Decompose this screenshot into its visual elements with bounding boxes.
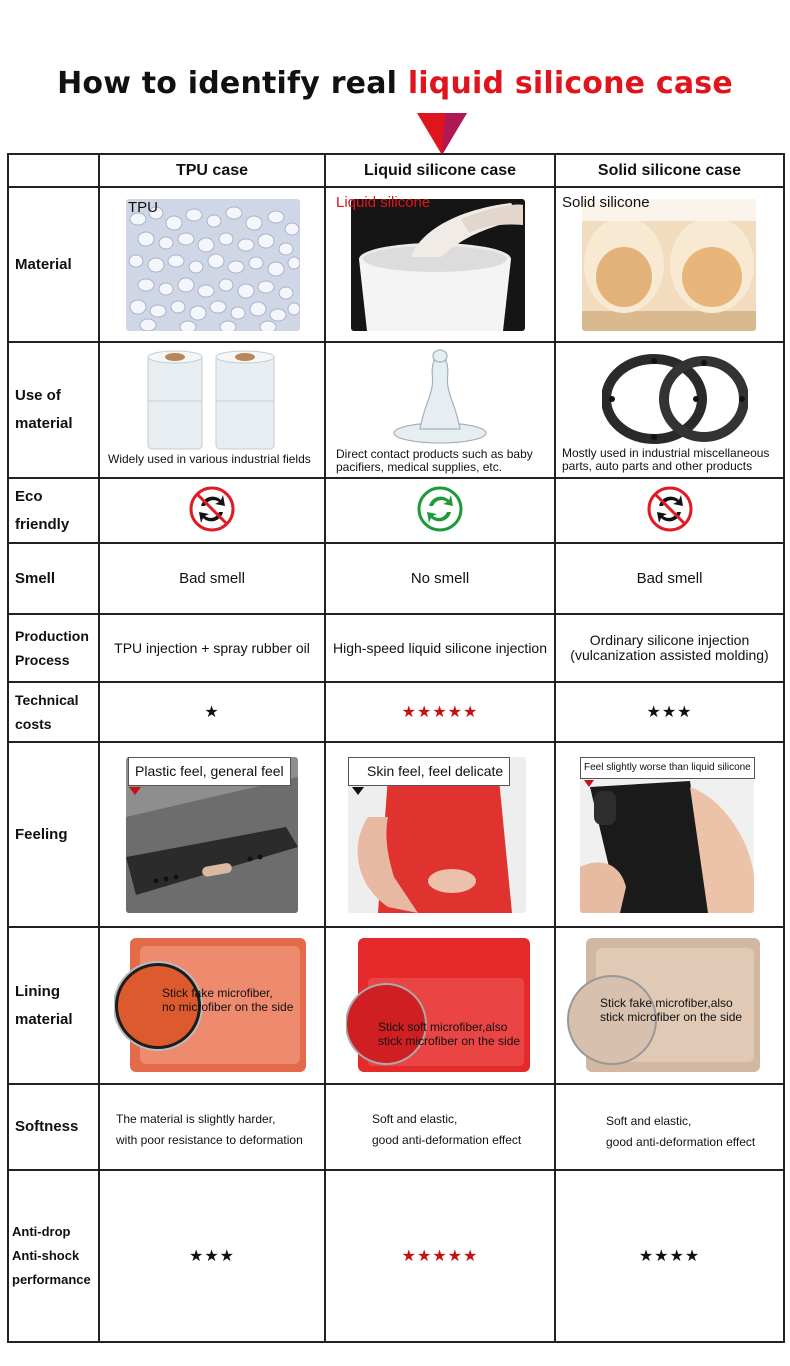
cost-tpu-stars: ★ — [204, 704, 220, 721]
eco-tpu-cell — [99, 478, 325, 543]
process-tpu: TPU injection + spray rubber oil — [99, 614, 325, 682]
feeling-solid-note: Feel slightly worse than liquid silicone — [580, 757, 755, 779]
column-header-solid: Solid silicone case — [555, 154, 784, 187]
solid-image-label: Solid silicone — [562, 194, 650, 211]
material-tpu-cell — [99, 187, 325, 342]
row-label-process: Production Process — [8, 614, 99, 682]
material-row — [8, 187, 784, 342]
softness-liquid: Soft and elastic, good anti-deformation effect — [372, 1112, 522, 1147]
row-label-use: Use of material — [8, 342, 99, 478]
antidrop-row — [8, 1170, 784, 1342]
cost-row — [8, 682, 784, 742]
softness-solid: Soft and elastic, good anti-deformation effect — [606, 1114, 756, 1149]
column-header-liquid: Liquid silicone case — [325, 154, 555, 187]
feeling-tpu-note: Plastic feel, general feel — [128, 757, 291, 786]
eco-solid-cell — [555, 478, 784, 543]
feeling-solid-cell — [555, 742, 784, 927]
softness-row — [8, 1084, 784, 1170]
page-title — [0, 66, 790, 101]
row-label-antidrop: Anti-drop Anti-shock performance — [8, 1170, 99, 1342]
lining-liquid-cell — [325, 927, 555, 1084]
baby-pacifier-image — [390, 347, 490, 447]
liquid-lining-image — [346, 938, 530, 1072]
film-rolls-image — [144, 349, 280, 451]
process-liquid: High-speed liquid silicone injection — [325, 614, 555, 682]
title-prefix: How to identify real — [57, 66, 408, 101]
smell-tpu: Bad smell — [99, 543, 325, 614]
smell-liquid: No smell — [325, 543, 555, 614]
feeling-liquid-cell — [325, 742, 555, 927]
corner-cell — [8, 154, 99, 187]
lining-liquid-note: Stick soft microfiber,also stick microfiber on the side — [378, 1020, 521, 1048]
row-label-eco: Eco friendly — [8, 478, 99, 543]
softness-liquid-cell — [325, 1084, 555, 1170]
column-header-tpu: TPU case — [99, 154, 325, 187]
solid-silicone-image — [582, 199, 756, 331]
comparison-table — [7, 153, 785, 1343]
eco-liquid-cell — [325, 478, 555, 543]
recyclable-icon — [415, 484, 465, 534]
row-label-cost: Technical costs — [8, 682, 99, 742]
smell-solid: Bad smell — [555, 543, 784, 614]
solid-black-case-image — [580, 757, 754, 913]
antidrop-solid-stars: ★★★★ — [638, 1248, 701, 1265]
material-solid-cell — [555, 187, 784, 342]
softness-tpu-cell — [99, 1084, 325, 1170]
feeling-row — [8, 742, 784, 927]
tpu-image-label: TPU — [128, 199, 158, 216]
feeling-liquid-note: Skin feel, feel delicate — [348, 757, 510, 786]
not-recyclable-icon — [645, 484, 695, 534]
use-liquid-cell — [325, 342, 555, 478]
note-pointer-icon — [584, 780, 594, 787]
row-label-material: Material — [8, 187, 99, 342]
note-pointer-icon — [129, 787, 141, 795]
liquid-silicone-image — [351, 199, 525, 331]
row-label-feeling: Feeling — [8, 742, 99, 927]
row-label-lining: Lining material — [8, 927, 99, 1084]
lining-solid-cell — [555, 927, 784, 1084]
process-row — [8, 614, 784, 682]
softness-tpu: The material is slightly harder, with poor resistance to deformation — [116, 1112, 303, 1147]
title-highlight: liquid silicone case — [407, 66, 733, 101]
lining-tpu-note: Stick fake microfiber, no microfiber on the side — [162, 986, 294, 1014]
use-tpu-caption: Widely used in various industrial fields — [108, 452, 311, 466]
feeling-tpu-cell — [99, 742, 325, 927]
liquid-image-label: Liquid silicone — [336, 194, 431, 211]
softness-solid-cell — [555, 1084, 784, 1170]
eco-row — [8, 478, 784, 543]
lining-row — [8, 927, 784, 1084]
cost-liquid-stars: ★★★★★ — [401, 704, 479, 721]
smell-row — [8, 543, 784, 614]
use-tpu-cell — [99, 342, 325, 478]
use-solid-caption: Mostly used in industrial miscellaneous parts, auto parts and other products — [562, 446, 770, 473]
antidrop-tpu-stars: ★★★ — [188, 1248, 236, 1265]
use-liquid-caption: Direct contact products such as baby pacifiers, medical supplies, etc. — [336, 447, 533, 474]
note-pointer-icon — [352, 787, 364, 795]
use-row — [8, 342, 784, 478]
material-liquid-cell — [325, 187, 555, 342]
tpu-pellets-image — [126, 199, 300, 331]
antidrop-liquid-stars: ★★★★★ — [401, 1248, 479, 1265]
not-recyclable-icon — [187, 484, 237, 534]
header-row — [8, 154, 784, 187]
lining-tpu-cell — [99, 927, 325, 1084]
down-arrow-icon — [417, 113, 467, 155]
lining-solid-note: Stick fake microfiber,also stick microfiber on the side — [600, 996, 743, 1024]
row-label-smell: Smell — [8, 543, 99, 614]
rubber-rings-image — [602, 349, 748, 447]
cost-solid-stars: ★★★ — [646, 704, 693, 721]
use-solid-cell — [555, 342, 784, 478]
row-label-softness: Softness — [8, 1084, 99, 1170]
process-solid: Ordinary silicone injection (vulcanization assisted molding) — [555, 614, 784, 682]
